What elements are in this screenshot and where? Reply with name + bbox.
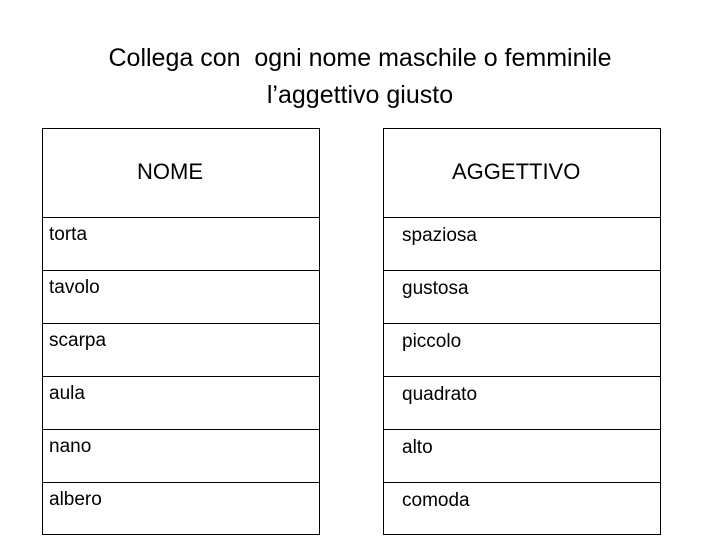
adjective-row[interactable] [384,430,660,483]
adjective-label: gustosa [402,278,469,299]
nouns-header-cell [43,129,319,218]
noun-label: nano [49,436,92,457]
adjectives-header-cell [384,129,660,218]
noun-label: scarpa [49,330,107,351]
noun-row[interactable] [43,271,319,324]
nouns-column [42,128,320,535]
adjective-row[interactable] [384,324,660,377]
noun-label: albero [49,489,102,510]
noun-row[interactable] [43,324,319,377]
noun-row[interactable] [43,218,319,271]
adjectives-column [383,128,661,535]
noun-label: aula [49,383,85,404]
adjective-label: spaziosa [402,225,477,246]
adjective-label: quadrato [402,384,478,405]
adjective-row[interactable] [384,377,660,430]
adjectives-header: AGGETTIVO [452,159,581,184]
noun-row[interactable] [43,483,319,534]
noun-row[interactable] [43,430,319,483]
adjective-row[interactable] [384,271,660,324]
noun-label: torta [49,224,88,245]
title-line-2: l’aggettivo giusto [266,81,454,109]
adjective-label: comoda [402,490,470,511]
noun-row[interactable] [43,377,319,430]
adjective-label: alto [402,437,433,458]
noun-label: tavolo [49,277,100,298]
exercise-title [0,40,720,114]
title-line-1: Collega con ogni nome maschile o femminile [108,44,612,72]
adjective-label: piccolo [402,331,462,352]
nouns-header: NOME [137,159,203,184]
adjective-row[interactable] [384,483,660,534]
adjective-row[interactable] [384,218,660,271]
